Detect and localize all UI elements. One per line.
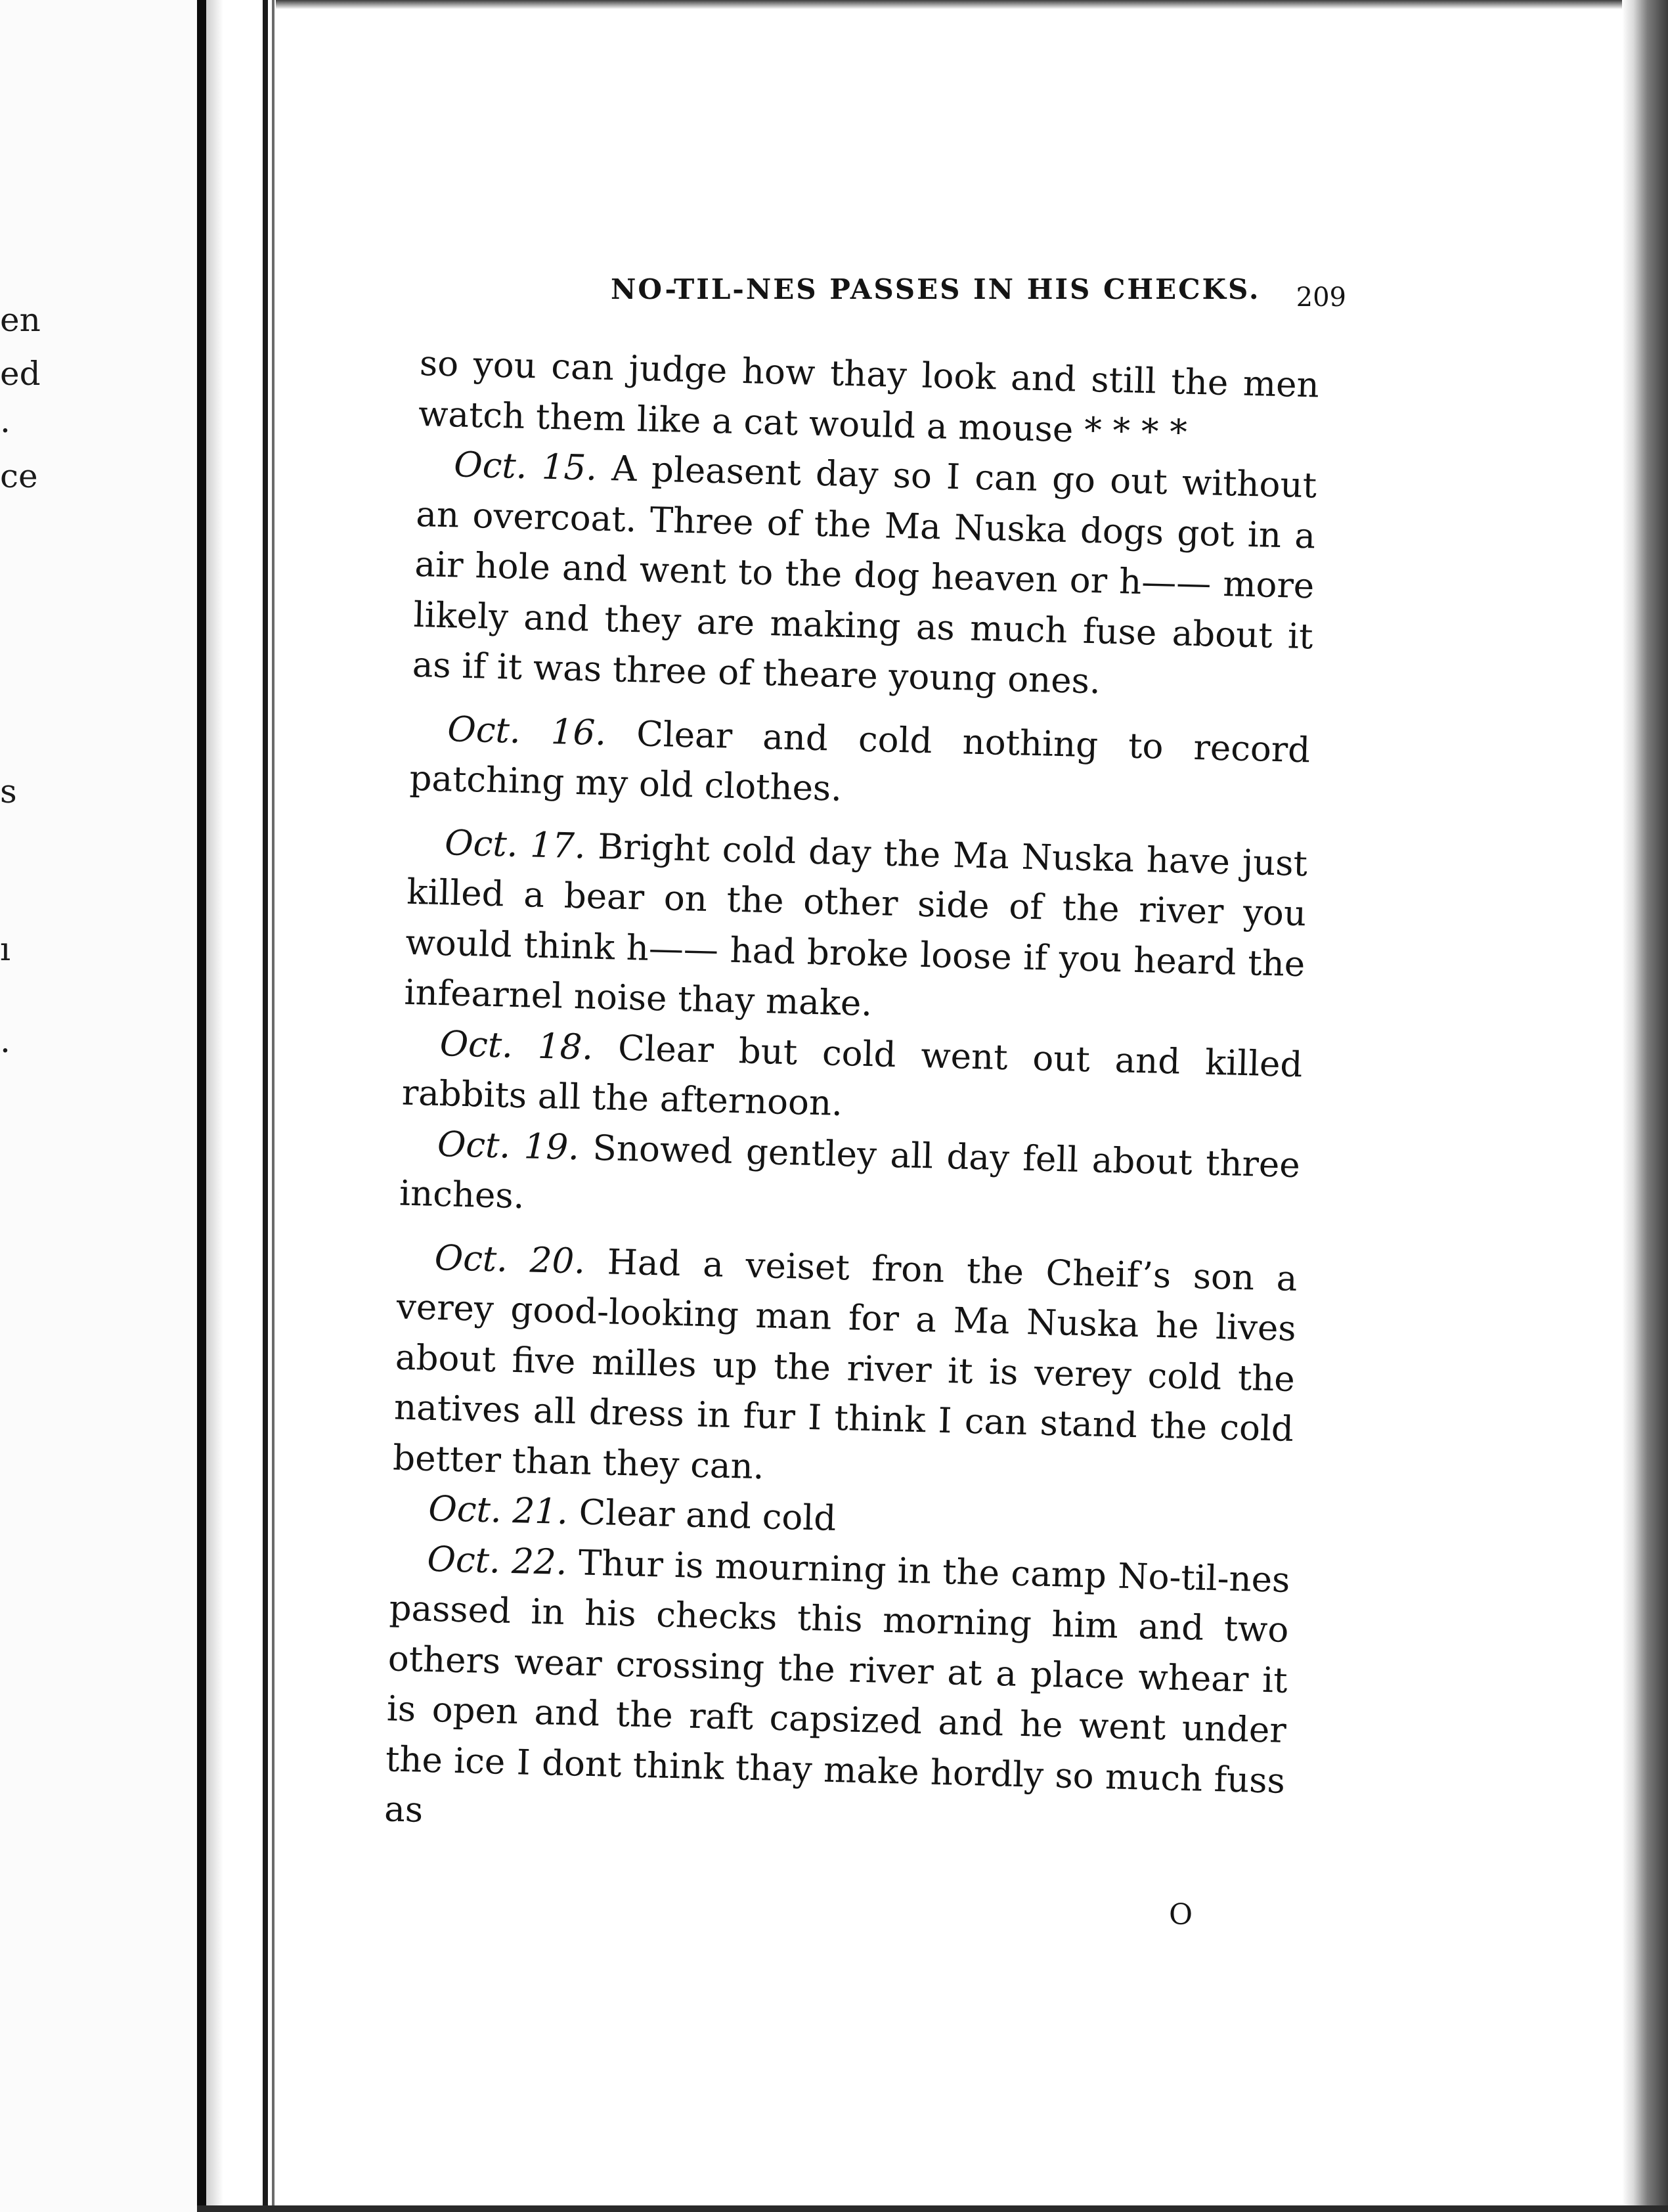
- entry-text: Clear and cold nothing to record patching my old clothes.: [408, 713, 1311, 809]
- entry-text: Clear and cold: [578, 1492, 837, 1539]
- binding-edge-line: [272, 0, 274, 2212]
- diary-entry: [404, 817, 1308, 1040]
- page-header: [460, 273, 1346, 313]
- entry-text: Snowed gentley all day fell about three inches.: [399, 1128, 1301, 1217]
- entry-date: Oct. 21.: [428, 1488, 569, 1533]
- left-page-fragment: ed: [0, 355, 41, 393]
- entry-text: A pleasent day so I can go out without an overcoat. Three of the Ma Nuska dogs got in a air hole and went to the dog heaven or h—— more likely and they are making as much fuse about it as if it was three of theare young ones.: [412, 449, 1317, 702]
- left-page-fragment: s: [0, 772, 17, 810]
- page-bottom-edge: [197, 2205, 1668, 2212]
- binding-gutter: [197, 0, 206, 2212]
- left-facing-page: [0, 0, 197, 2212]
- entry-date: Oct. 19.: [437, 1124, 580, 1168]
- entry-date: Oct. 18.: [439, 1023, 594, 1068]
- page-top-edge: [276, 0, 1642, 9]
- continuation-paragraph: so you can judge how thay look and still the men watch them like a cat would a mouse * * * *: [418, 343, 1320, 453]
- diary-entry: [409, 703, 1311, 826]
- left-page-fragment: ce: [0, 457, 38, 495]
- page-number: 209: [1296, 282, 1346, 313]
- left-page-fragment: ı: [0, 930, 11, 968]
- binding-edge-line: [263, 0, 268, 2212]
- entry-date: Oct. 22.: [426, 1539, 568, 1583]
- entry-text: Thur is mourning in the camp No-til-nes passed in his checks this morning him and two others wear crossing the river at a place whear it is open and the raft capsized and he went under the ice I dont think thay make hordly so much fuss as: [384, 1542, 1290, 1830]
- entry-text: Had a veiset fron the Cheif’s son a verey good-looking man for a Ma Nuska he lives about five milles up the river it is verey cold the natives all dress in fur I think I can stand the cold better than they can.: [392, 1241, 1298, 1487]
- binding-shadow: [206, 0, 223, 2212]
- left-page-fragment: .: [0, 402, 11, 440]
- entry-date: Oct. 15.: [453, 445, 598, 489]
- diary-entry: [392, 1232, 1298, 1505]
- diary-entry: [384, 1534, 1290, 1857]
- diary-entry: [412, 439, 1317, 713]
- entry-text: Bright cold day the Ma Nuska have just killed a bear on the other side of the river you would think h—— had broke loose if you heard the infearnel noise thay make.: [403, 826, 1308, 1025]
- entry-date: Oct. 17.: [444, 822, 586, 866]
- page-right-edge: [1622, 0, 1668, 2212]
- entry-date: Oct. 16.: [447, 709, 607, 753]
- running-head: NO-TIL-NES PASSES IN HIS CHECKS.: [611, 273, 1261, 305]
- left-page-fragment: en: [0, 301, 41, 339]
- entry-text: Clear but cold went out and killed rabbits all the afternoon.: [401, 1028, 1304, 1124]
- body-text: [384, 339, 1319, 1857]
- left-page-fragment: .: [0, 1022, 11, 1060]
- diary-entry: [399, 1118, 1300, 1241]
- entry-date: Oct. 20.: [434, 1237, 586, 1282]
- signature-mark: O: [1169, 1898, 1193, 1932]
